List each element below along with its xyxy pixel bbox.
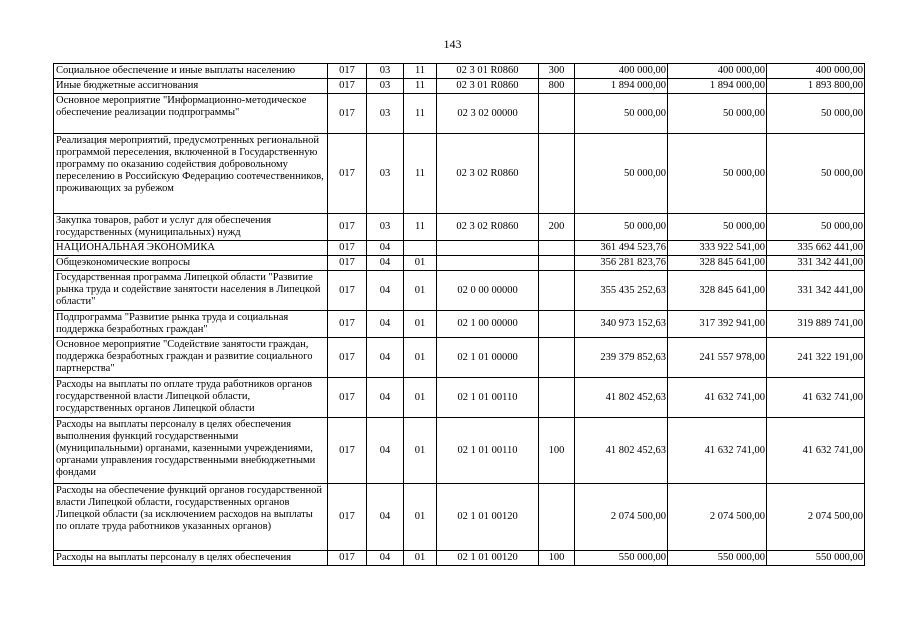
cell-name: Расходы на выплаты по оплате труда работников органов государственной власти Липецкой области, государственных органов Липецкой области	[54, 378, 328, 418]
cell-s2: 328 845 641,00	[668, 271, 767, 311]
cell-name: Подпрограмма "Развитие рынка труда и социальная поддержка безработных граждан"	[54, 311, 328, 338]
cell-ved: 017	[328, 311, 367, 338]
cell-csr: 02 3 02 R0860	[437, 214, 539, 241]
cell-csr: 02 3 01 R0860	[437, 64, 539, 79]
cell-rz: 04	[367, 338, 404, 378]
table-row	[54, 256, 865, 271]
cell-vr	[539, 311, 575, 338]
cell-csr	[437, 256, 539, 271]
cell-name: Иные бюджетные ассигнования	[54, 79, 328, 94]
cell-pr: 01	[404, 418, 437, 484]
cell-vr	[539, 271, 575, 311]
cell-s2: 400 000,00	[668, 64, 767, 79]
budget-table	[53, 63, 865, 566]
cell-vr	[539, 94, 575, 134]
cell-pr: 11	[404, 79, 437, 94]
cell-ved: 017	[328, 134, 367, 214]
cell-vr	[539, 338, 575, 378]
cell-name: НАЦИОНАЛЬНАЯ ЭКОНОМИКА	[54, 241, 328, 256]
cell-s3: 41 632 741,00	[767, 418, 865, 484]
cell-rz: 04	[367, 311, 404, 338]
cell-rz: 04	[367, 256, 404, 271]
cell-ved: 017	[328, 338, 367, 378]
table-row	[54, 94, 865, 134]
cell-s2: 317 392 941,00	[668, 311, 767, 338]
cell-s3: 400 000,00	[767, 64, 865, 79]
cell-ved: 017	[328, 551, 367, 566]
cell-csr	[437, 241, 539, 256]
cell-name: Основное мероприятие "Содействие занятости граждан, поддержка безработных граждан и развитие социального партнерства"	[54, 338, 328, 378]
cell-vr	[539, 378, 575, 418]
cell-rz: 03	[367, 214, 404, 241]
cell-rz: 03	[367, 64, 404, 79]
cell-name: Расходы на выплаты персоналу в целях обеспечения выполнения функций государственными (муниципальными) органами, казенными учреждениями, органами управления государственными внебюджетными фондами	[54, 418, 328, 484]
cell-pr: 01	[404, 311, 437, 338]
cell-ved: 017	[328, 241, 367, 256]
cell-pr: 01	[404, 338, 437, 378]
cell-ved: 017	[328, 79, 367, 94]
cell-name: Социальное обеспечение и иные выплаты населению	[54, 64, 328, 79]
cell-s2: 1 894 000,00	[668, 79, 767, 94]
cell-ved: 017	[328, 484, 367, 551]
table-row	[54, 311, 865, 338]
cell-s2: 333 922 541,00	[668, 241, 767, 256]
table-row	[54, 418, 865, 484]
cell-csr: 02 1 01 00120	[437, 484, 539, 551]
cell-s1: 361 494 523,76	[575, 241, 668, 256]
cell-csr: 02 0 00 00000	[437, 271, 539, 311]
cell-vr	[539, 134, 575, 214]
cell-vr: 800	[539, 79, 575, 94]
cell-name: Расходы на обеспечение функций органов государственной власти Липецкой области, государственных органов Липецкой области (за исключением расходов на выплаты по оплате труда работников указанных органов)	[54, 484, 328, 551]
cell-s3: 1 893 800,00	[767, 79, 865, 94]
cell-s2: 50 000,00	[668, 214, 767, 241]
table-row	[54, 484, 865, 551]
cell-rz: 04	[367, 418, 404, 484]
cell-s2: 50 000,00	[668, 94, 767, 134]
cell-s3: 50 000,00	[767, 214, 865, 241]
cell-s2: 550 000,00	[668, 551, 767, 566]
cell-pr: 01	[404, 256, 437, 271]
cell-s2: 50 000,00	[668, 134, 767, 214]
table-row	[54, 551, 865, 566]
cell-s1: 50 000,00	[575, 214, 668, 241]
cell-rz: 03	[367, 79, 404, 94]
cell-csr: 02 1 01 00110	[437, 378, 539, 418]
cell-s3: 50 000,00	[767, 134, 865, 214]
cell-s1: 355 435 252,63	[575, 271, 668, 311]
cell-s1: 2 074 500,00	[575, 484, 668, 551]
page-number: 143	[443, 37, 462, 51]
cell-pr: 01	[404, 551, 437, 566]
cell-rz: 03	[367, 94, 404, 134]
cell-s3: 331 342 441,00	[767, 256, 865, 271]
cell-rz: 04	[367, 271, 404, 311]
table-row	[54, 64, 865, 79]
cell-s2: 328 845 641,00	[668, 256, 767, 271]
cell-csr: 02 1 01 00000	[437, 338, 539, 378]
cell-ved: 017	[328, 214, 367, 241]
cell-pr: 11	[404, 64, 437, 79]
table-row	[54, 271, 865, 311]
cell-s1: 1 894 000,00	[575, 79, 668, 94]
cell-vr: 200	[539, 214, 575, 241]
cell-rz: 04	[367, 551, 404, 566]
cell-ved: 017	[328, 94, 367, 134]
cell-s1: 400 000,00	[575, 64, 668, 79]
cell-s3: 319 889 741,00	[767, 311, 865, 338]
cell-s3: 335 662 441,00	[767, 241, 865, 256]
cell-pr	[404, 241, 437, 256]
cell-s1: 356 281 823,76	[575, 256, 668, 271]
cell-name: Общеэкономические вопросы	[54, 256, 328, 271]
cell-s3: 550 000,00	[767, 551, 865, 566]
cell-csr: 02 1 01 00110	[437, 418, 539, 484]
cell-ved: 017	[328, 64, 367, 79]
table-row	[54, 134, 865, 214]
cell-s3: 50 000,00	[767, 94, 865, 134]
cell-s1: 50 000,00	[575, 94, 668, 134]
cell-s1: 41 802 452,63	[575, 418, 668, 484]
cell-vr	[539, 484, 575, 551]
cell-s1: 239 379 852,63	[575, 338, 668, 378]
cell-pr: 01	[404, 271, 437, 311]
cell-vr: 300	[539, 64, 575, 79]
cell-csr: 02 3 02 R0860	[437, 134, 539, 214]
cell-s1: 550 000,00	[575, 551, 668, 566]
cell-s2: 241 557 978,00	[668, 338, 767, 378]
cell-s2: 2 074 500,00	[668, 484, 767, 551]
cell-csr: 02 1 01 00120	[437, 551, 539, 566]
cell-ved: 017	[328, 378, 367, 418]
cell-pr: 01	[404, 378, 437, 418]
cell-rz: 04	[367, 378, 404, 418]
cell-pr: 11	[404, 94, 437, 134]
table-row	[54, 214, 865, 241]
cell-rz: 03	[367, 134, 404, 214]
cell-name: Закупка товаров, работ и услуг для обеспечения государственных (муниципальных) нужд	[54, 214, 328, 241]
cell-vr	[539, 241, 575, 256]
cell-csr: 02 3 02 00000	[437, 94, 539, 134]
cell-name: Расходы на выплаты персоналу в целях обеспечения	[54, 551, 328, 566]
cell-s1: 50 000,00	[575, 134, 668, 214]
cell-s3: 331 342 441,00	[767, 271, 865, 311]
cell-name: Реализация мероприятий, предусмотренных региональной программой переселения, включенной в Государственную программу по оказанию содействия добровольному переселению в Российскую Федерацию соотечественников, проживающих за рубежом	[54, 134, 328, 214]
table-row	[54, 338, 865, 378]
cell-ved: 017	[328, 271, 367, 311]
cell-s1: 41 802 452,63	[575, 378, 668, 418]
cell-rz: 04	[367, 241, 404, 256]
cell-s3: 2 074 500,00	[767, 484, 865, 551]
cell-s3: 241 322 191,00	[767, 338, 865, 378]
cell-csr: 02 1 00 00000	[437, 311, 539, 338]
cell-pr: 11	[404, 214, 437, 241]
cell-pr: 01	[404, 484, 437, 551]
cell-csr: 02 3 01 R0860	[437, 79, 539, 94]
cell-vr: 100	[539, 418, 575, 484]
cell-ved: 017	[328, 418, 367, 484]
cell-vr: 100	[539, 551, 575, 566]
cell-name: Основное мероприятие "Информационно-методическое обеспечение реализации подпрограммы"	[54, 94, 328, 134]
cell-vr	[539, 256, 575, 271]
table-row	[54, 79, 865, 94]
cell-ved: 017	[328, 256, 367, 271]
cell-rz: 04	[367, 484, 404, 551]
cell-pr: 11	[404, 134, 437, 214]
cell-s1: 340 973 152,63	[575, 311, 668, 338]
table-row	[54, 241, 865, 256]
cell-name: Государственная программа Липецкой области "Развитие рынка труда и содействие занятости населения в Липецкой области"	[54, 271, 328, 311]
cell-s3: 41 632 741,00	[767, 378, 865, 418]
cell-s2: 41 632 741,00	[668, 418, 767, 484]
table-row	[54, 378, 865, 418]
cell-s2: 41 632 741,00	[668, 378, 767, 418]
